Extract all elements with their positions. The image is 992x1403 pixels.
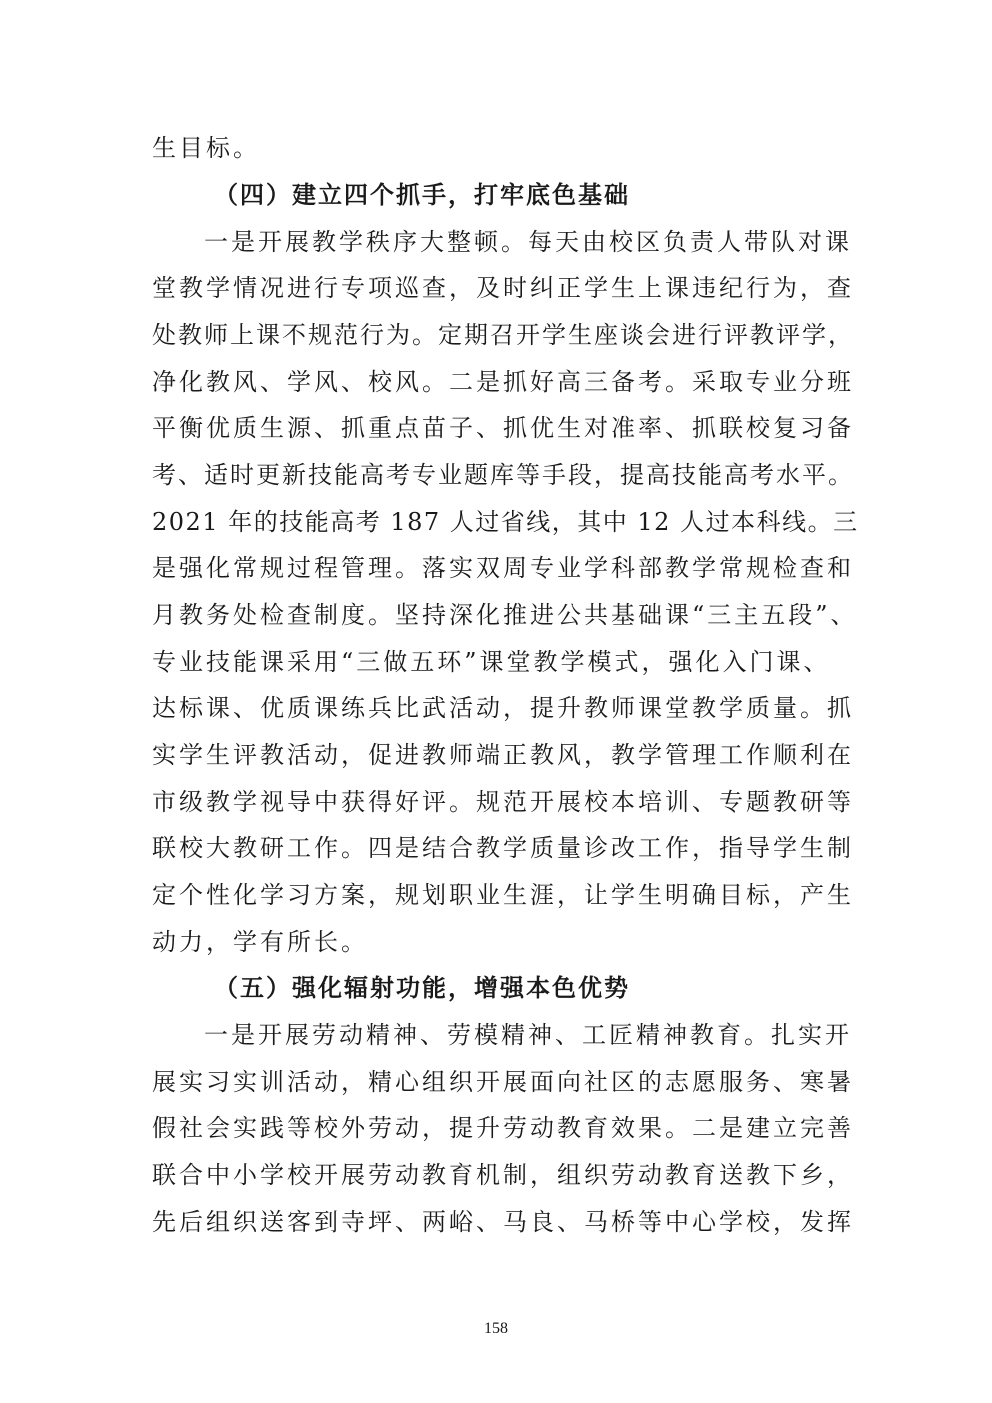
body-line: 2021 年的技能高考 187 人过省线，其中 12 人过本科线。三 [152,508,859,536]
body-line: 展实习实训活动，精心组织开展面向社区的志愿服务、寒暑 [152,1068,854,1096]
body-line: 考、适时更新技能高考专业题库等手段，提高技能高考水平。 [152,461,854,489]
section-heading-5: （五）强化辐射功能，增强本色优势 [214,973,630,1002]
body-line: 假社会实践等校外劳动，提升劳动教育效果。二是建立完善 [152,1114,854,1142]
body-line: 先后组织送客到寺坪、两峪、马良、马桥等中心学校，发挥 [152,1208,854,1236]
body-line: 生目标。 [152,134,260,162]
body-line: 是强化常规过程管理。落实双周专业学科部教学常规检查和 [152,554,854,582]
body-line: 实学生评教活动，促进教师端正教风，教学管理工作顺利在 [152,741,854,769]
body-line: 动力，学有所长。 [152,928,368,956]
body-line: 处教师上课不规范行为。定期召开学生座谈会进行评教评学， [152,321,854,349]
body-line: 联校大教研工作。四是结合教学质量诊改工作，指导学生制 [152,834,854,862]
body-line: 平衡优质生源、抓重点苗子、抓优生对准率、抓联校复习备 [152,414,854,442]
body-line: 一是开展劳动精神、劳模精神、工匠精神教育。扎实开 [204,1021,852,1049]
body-line: 一是开展教学秩序大整顿。每天由校区负责人带队对课 [204,228,852,256]
body-line: 联合中小学校开展劳动教育机制，组织劳动教育送教下乡， [152,1161,854,1189]
body-line: 月教务处检查制度。坚持深化推进公共基础课“三主五段”、 [152,601,858,629]
body-line: 堂教学情况进行专项巡查，及时纠正学生上课违纪行为，查 [152,274,854,302]
body-line: 达标课、优质课练兵比武活动，提升教师课堂教学质量。抓 [152,694,854,722]
section-heading-4: （四）建立四个抓手，打牢底色基础 [214,180,630,209]
body-line: 净化教风、学风、校风。二是抓好高三备考。采取专业分班 [152,368,854,396]
page-number: 158 [484,1320,508,1337]
body-line: 专业技能课采用“三做五环”课堂教学模式，强化入门课、 [152,648,831,676]
body-line: 市级教学视导中获得好评。规范开展校本培训、专题教研等 [152,788,854,816]
body-line: 定个性化学习方案，规划职业生涯，让学生明确目标，产生 [152,881,854,909]
